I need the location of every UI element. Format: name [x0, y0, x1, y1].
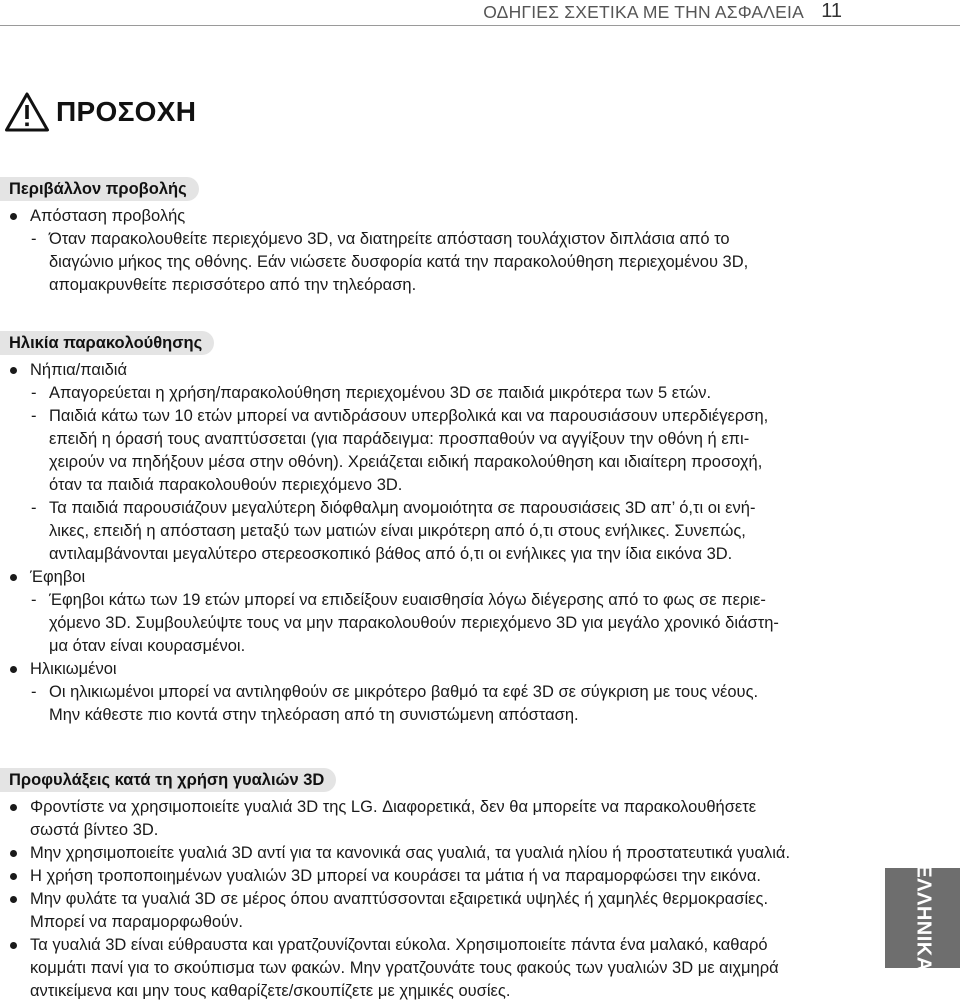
list-item: αντιλαμβάνονται μεγαλύτερο στερεοσκοπικό βάθος από ό,τι οι ενήλικες για την ίδια εικόνα 3D. [49, 545, 733, 563]
list-item: - Οι ηλικιωμένοι μπορεί να αντιληφθούν σε μικρότερο βαθμό τα εφέ 3D σε σύγκριση με τους νέους. [31, 683, 759, 701]
warning-triangle-icon [4, 91, 50, 133]
list-item: Τα γυαλιά 3D είναι εύθραυστα και γρατζουνίζονται εύκολα. Χρησιμοποιείτε πάντα ένα μαλακό, καθαρό [0, 934, 880, 957]
list-item: κομμάτι πανί για το σκούπισμα των φακών. Μην γρατζουνάτε τους φακούς των γυαλιών 3D με αιχμηρά [30, 959, 779, 977]
list-item: - Παιδιά κάτω των 10 ετών μπορεί να αντιδράσουν υπερβολικά και να παρουσιάσουν υπερδιέγερση, [31, 407, 769, 425]
list-item: Μην χρησιμοποιείτε γυαλιά 3D αντί για τα κανονικά σας γυαλιά, τα γυαλιά ηλίου ή προστατευτικά γυαλιά. [0, 842, 880, 865]
running-header-title: ΟΔΗΓΙΕΣ ΣΧΕΤΙΚΑ ΜΕ ΤΗΝ ΑΣΦΑΛΕΙΑ [483, 2, 804, 22]
section-heading-viewing-environment: Περιβάλλον προβολής [0, 177, 199, 201]
list-item: Μην φυλάτε τα γυαλιά 3D σε μέρος όπου αναπτύσσονται εξαιρετικά υψηλές ή χαμηλές θερμοκρασίες. [0, 888, 880, 911]
list-item: επειδή η όρασή τους αναπτύσσεται (για παράδειγμα: προσπαθούν να αγγίξουν την οθόνη ή επι- [49, 430, 750, 448]
caution-title: ΠΡΟΣΟΧΗ [56, 96, 197, 127]
bullet-icon [10, 367, 17, 374]
bullet-icon [10, 896, 17, 903]
list-item: σωστά βίντεο 3D. [30, 821, 159, 839]
list-item: Ηλικιωμένοι [0, 658, 860, 681]
list-item: - Απαγορεύεται η χρήση/παρακολούθηση περιεχομένου 3D σε παιδιά μικρότερα των 5 ετών. [31, 384, 712, 402]
list-item: διαγώνιο μήκος της οθόνης. Εάν νιώσετε δυσφορία κατά την παρακολούθηση περιεχομένου 3D, [49, 253, 749, 271]
page-header [0, 0, 960, 36]
list-item: Νήπια/παιδιά [0, 359, 860, 382]
section-body-viewing-environment [0, 205, 860, 297]
header-rule [0, 25, 960, 26]
bullet-icon [10, 873, 17, 880]
bullet-icon [10, 213, 17, 220]
section-heading-3d-glasses-precautions: Προφυλάξεις κατά τη χρήση γυαλιών 3D [0, 768, 336, 792]
list-item: Μπορεί να παραμορφωθούν. [30, 913, 243, 931]
section-body-3d-glasses-precautions [0, 796, 880, 1003]
bullet-icon [10, 942, 17, 949]
list-item: Η χρήση τροποποιημένων γυαλιών 3D μπορεί να κουράσει τα μάτια ή να παραμορφώσει την εικόνα. [0, 865, 880, 888]
list-item: - Όταν παρακολουθείτε περιεχόμενο 3D, να διατηρείτε απόσταση τουλάχιστον διπλάσια από το [31, 230, 730, 248]
bullet-icon [10, 574, 17, 581]
list-item: - Έφηβοι κάτω των 19 ετών μπορεί να επιδείξουν ευαισθησία λόγω διέγερσης από το φως σε περιε- [31, 591, 766, 609]
list-item: αντικείμενα και μην τους καθαρίζετε/σκουπίζετε με χημικές ουσίες. [30, 982, 511, 1000]
section-heading-viewing-age: Ηλικία παρακολούθησης [0, 331, 214, 355]
section-body-viewing-age [0, 359, 860, 727]
language-tab [885, 864, 960, 972]
bullet-icon [10, 666, 17, 673]
caution-heading [4, 88, 196, 136]
list-item: χόμενο 3D. Συμβουλεύψτε τους να μην παρακολουθούν περιεχόμενο 3D για μεγάλο χρονικό διάστη- [49, 614, 779, 632]
list-item: Έφηβοι [0, 566, 860, 589]
list-item: μα όταν είναι κουρασμένοι. [49, 637, 246, 655]
language-tab-label: ΕΛΛΗΝΙΚΑ [912, 864, 934, 972]
list-item: Απόσταση προβολής [0, 205, 860, 228]
list-item: όταν τα παιδιά παρακολουθούν περιεχόμενο 3D. [49, 476, 403, 494]
bullet-icon [10, 850, 17, 857]
page-number: 11 [821, 0, 842, 22]
list-item: Μην κάθεστε πιο κοντά στην τηλεόραση από τη συνιστώμενη απόσταση. [49, 706, 579, 724]
list-item: χειρούν να πηδήξουν μέσα στην οθόνη). Χρειάζεται ειδική παρακολούθηση και ιδιαίτερη προσοχή, [49, 453, 763, 471]
list-item: απομακρυνθείτε περισσότερο από την τηλεόραση. [49, 276, 417, 294]
bullet-icon [10, 804, 17, 811]
list-item: λικες, επειδή η απόσταση μεταξύ των ματιών είναι μικρότερη από ό,τι στους ενήλικες. Συνεπώς, [49, 522, 746, 540]
list-item: - Τα παιδιά παρουσιάζουν μεγαλύτερη διόφθαλμη ανομοιότητα σε παρουσιάσεις 3D απ’ ό,τι οι ενή- [31, 499, 756, 517]
list-item: Φροντίστε να χρησιμοποιείτε γυαλιά 3D της LG. Διαφορετικά, δεν θα μπορείτε να παρακολουθήσετε [0, 796, 880, 819]
